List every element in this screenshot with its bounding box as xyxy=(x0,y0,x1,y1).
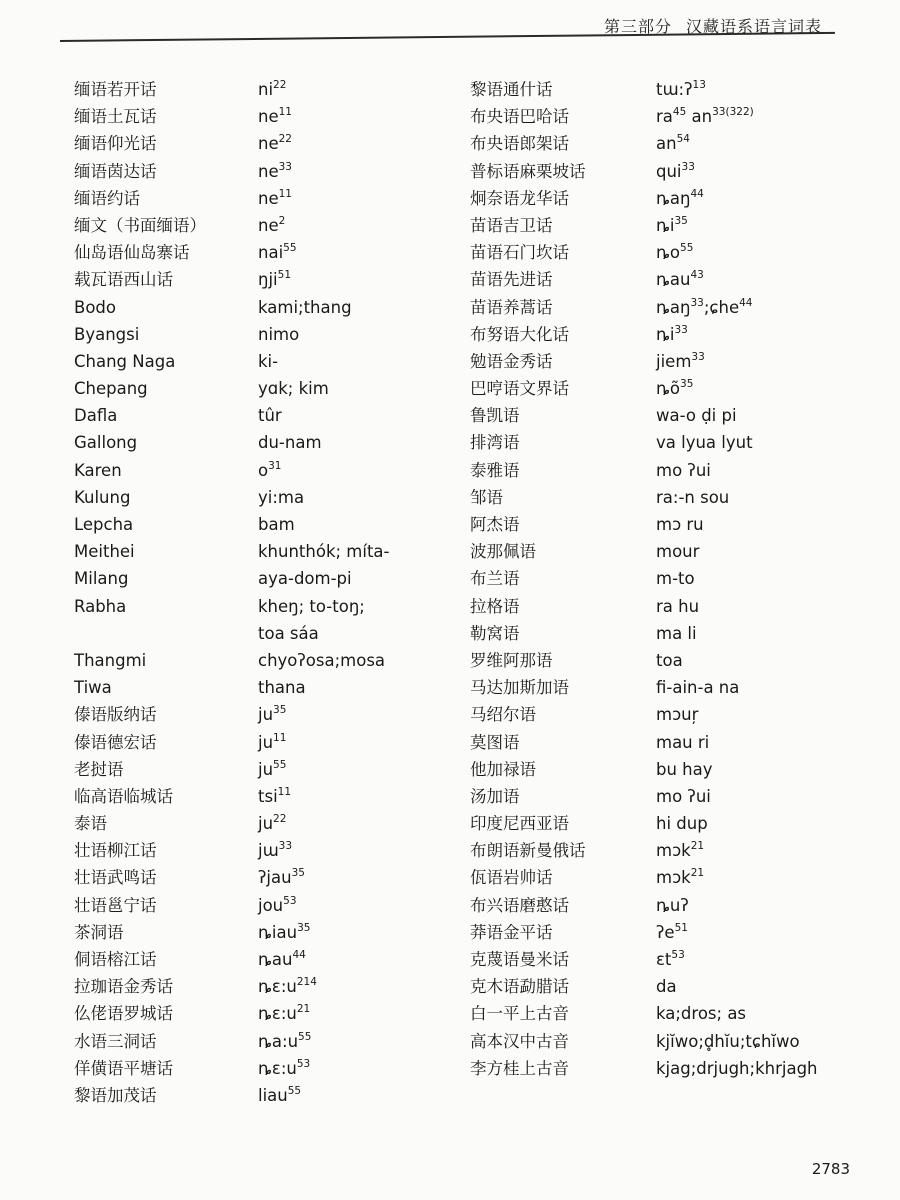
language-name: 泰雅语 xyxy=(470,460,520,480)
word-form: ma li xyxy=(656,623,697,643)
language-name: 李方桂上古音 xyxy=(470,1058,569,1078)
language-name: 莽语金平话 xyxy=(470,922,553,942)
language-name: 炯奈语龙华话 xyxy=(470,188,569,208)
language-name: 黎语加茂话 xyxy=(74,1085,157,1105)
language-name: 布努语大化话 xyxy=(470,324,569,344)
word-form: $ne^{33}$ xyxy=(258,160,292,181)
word-form: ȵuʔ xyxy=(656,895,689,915)
language-name: 马绍尔语 xyxy=(470,705,536,725)
word-form: da xyxy=(656,977,677,997)
language-name: 侗语榕江话 xyxy=(74,950,157,969)
word-form: ʔjau$^{35}$ xyxy=(258,867,305,888)
word-form: mo ʔui xyxy=(656,786,711,806)
word-form: mɔk$^{21}$ xyxy=(656,840,705,861)
word-form: fi-ain-a na xyxy=(656,678,740,698)
language-name: 克蔑语曼米话 xyxy=(470,950,569,969)
language-name: Dafla xyxy=(74,406,118,426)
word-form: mau ri xyxy=(656,732,710,752)
word-form: kheŋ; to-toŋ; xyxy=(258,596,365,616)
word-form: ȵiau$^{35}$ xyxy=(258,921,311,942)
part-label: 第三部分 xyxy=(603,17,672,36)
word-form: mɔuŗ xyxy=(656,705,699,725)
word-form: wa-o ḍi pi xyxy=(656,406,737,426)
language-name: 傣语德宏话 xyxy=(74,732,157,752)
language-name: 高本汉中古音 xyxy=(470,1031,569,1051)
language-name: Chepang xyxy=(74,379,148,399)
language-name: Byangsi xyxy=(74,324,140,344)
word-form: $ju^{55}$ xyxy=(258,758,287,779)
language-name: 缅语茵达话 xyxy=(74,161,157,181)
language-name: 苗语先进话 xyxy=(470,270,553,290)
word-form: ɛt$^{53}$ xyxy=(656,949,685,969)
word-form: qui$^{33}$ xyxy=(656,160,695,181)
word-form: bam xyxy=(258,515,295,534)
word-form: ka;dros; as xyxy=(656,1004,747,1024)
language-name: Lepcha xyxy=(74,515,134,534)
language-name: 勉语金秀话 xyxy=(470,351,553,371)
word-form: ŋji$^{51}$ xyxy=(258,269,292,290)
word-form: mo ʔui xyxy=(656,460,711,480)
language-name: 布兴语磨憨话 xyxy=(470,895,569,915)
word-form: ȵaŋ$^{33}$;ɕhe$^{44}$ xyxy=(656,296,753,317)
word-form: jɯ$^{33}$ xyxy=(258,840,293,861)
word-form: $ȵɛ:u^{21}$ xyxy=(258,1003,311,1024)
word-form: m-to xyxy=(656,569,695,589)
language-name: 茶洞语 xyxy=(74,922,124,942)
word-form: $ju^{11}$ xyxy=(258,731,287,752)
word-form: jou$^{53}$ xyxy=(258,894,297,915)
word-form: chyoʔosa;mosa xyxy=(258,650,386,670)
word-form: $ȵi^{35}$ xyxy=(656,214,688,235)
word-form: va lyua lyut xyxy=(656,433,753,453)
language-name: 巴哼语文界话 xyxy=(470,379,569,399)
word-form: $ne^{11}$ xyxy=(258,106,292,127)
language-name: 仙岛语仙岛寨话 xyxy=(74,243,190,263)
word-form: ra hu xyxy=(656,596,700,616)
word-form: $an^{54}$ xyxy=(656,133,690,154)
word-form: $ȵɛ:u^{214}$ xyxy=(258,976,317,997)
word-form: nimo xyxy=(258,324,300,344)
language-name: 壮语邕宁话 xyxy=(74,895,157,915)
language-name: 缅语若开话 xyxy=(74,80,157,99)
language-name: 白一平上古音 xyxy=(470,1004,569,1024)
language-name: 苗语吉卫话 xyxy=(470,215,553,235)
word-form: thana xyxy=(258,678,306,698)
language-name: 壮语柳江话 xyxy=(74,841,157,861)
word-form: $ne^2$ xyxy=(258,214,286,235)
language-name: Milang xyxy=(74,569,129,589)
language-name: 拉珈语金秀话 xyxy=(74,977,173,997)
word-form: ȵau$^{43}$ xyxy=(656,269,704,290)
word-form: toa xyxy=(656,650,683,670)
word-form: kjĭwo;d̥hĭu;tɕhĭwo xyxy=(656,1031,800,1051)
language-name: 普标语麻栗坡话 xyxy=(470,161,586,181)
language-name: 布朗语新曼俄话 xyxy=(470,841,586,861)
word-form: du-nam xyxy=(258,433,322,453)
language-name: 载瓦语西山话 xyxy=(74,270,173,290)
word-form: nai$^{55}$ xyxy=(258,242,297,263)
language-name: 罗维阿那语 xyxy=(470,650,553,670)
word-form: bu hay xyxy=(656,759,713,779)
word-form: $ȵi^{33}$ xyxy=(656,323,688,344)
language-name: 莫图语 xyxy=(470,732,520,752)
word-form: ki- xyxy=(258,351,279,371)
language-name: Kulung xyxy=(74,487,131,507)
word-form: ȵau$^{44}$ xyxy=(258,949,306,969)
word-form: ʔe$^{51}$ xyxy=(656,921,688,942)
word-form: $ȵo^{55}$ xyxy=(656,242,694,263)
word-form: mɔk$^{21}$ xyxy=(656,867,705,888)
section-title: 汉藏语系语言词表 xyxy=(685,17,822,36)
language-name: 水语三洞话 xyxy=(74,1031,157,1051)
language-name: Rabha xyxy=(74,596,127,616)
language-name: 拉格语 xyxy=(470,596,520,616)
page-number: 2783 xyxy=(811,1160,850,1178)
language-name: Meithei xyxy=(74,542,135,562)
word-form: aya-dom-pi xyxy=(258,569,352,589)
word-form: $ȵõ^{35}$ xyxy=(656,378,694,399)
language-name: 黎语通什话 xyxy=(470,80,553,99)
word-form: $ju^{35}$ xyxy=(258,704,287,725)
language-name: 勒窝语 xyxy=(470,623,520,643)
word-form: yi:ma xyxy=(258,487,305,507)
language-name: 阿杰语 xyxy=(470,515,520,534)
word-form: $ȵa:u^{55}$ xyxy=(258,1030,312,1051)
word-form: yɑk; kim xyxy=(258,379,329,399)
word-form: tûr xyxy=(258,406,282,426)
language-name: 马达加斯加语 xyxy=(470,678,569,698)
language-name: 仫佬语罗城话 xyxy=(74,1004,173,1024)
language-name: 排湾语 xyxy=(470,433,520,453)
language-name: Karen xyxy=(74,460,122,480)
language-name: 布央语郎架话 xyxy=(470,134,569,154)
word-form: $o^{31}$ xyxy=(258,459,282,480)
word-form: $ne^{11}$ xyxy=(258,187,292,208)
language-name: 印度尼西亚语 xyxy=(470,814,569,834)
language-name: 他加禄语 xyxy=(470,759,536,779)
language-name: 佤语岩帅话 xyxy=(470,868,553,888)
word-form: $ne^{22}$ xyxy=(258,133,292,154)
language-name: Tiwa xyxy=(74,678,112,698)
word-form: khunthók; míta- xyxy=(258,542,390,562)
language-name: 克木语勐腊话 xyxy=(470,977,569,997)
word-form: ȵaŋ$^{44}$ xyxy=(656,187,704,208)
word-form: mour xyxy=(656,542,700,562)
language-name: 波那佩语 xyxy=(470,542,536,562)
word-form: $ra^{45}$ $an^{33(322)}$ xyxy=(656,106,754,127)
language-name: 老挝语 xyxy=(74,759,124,779)
language-name: 佯僙语平塘话 xyxy=(74,1058,173,1078)
language-name: 缅语仰光话 xyxy=(74,134,157,154)
word-form: kjag;drjugh;khrjagh xyxy=(656,1058,818,1078)
word-form: $ȵɛ:u^{53}$ xyxy=(258,1057,311,1078)
language-name: 缅文（书面缅语） xyxy=(74,215,206,235)
language-name: 临高语临城话 xyxy=(74,786,173,806)
word-form: liau$^{55}$ xyxy=(258,1084,302,1105)
language-name: 缅语土瓦话 xyxy=(74,107,157,127)
language-name: 傣语版纳话 xyxy=(74,705,157,725)
language-name: 壮语武鸣话 xyxy=(74,868,157,888)
word-form: kami;thang xyxy=(258,297,352,317)
language-name: 泰语 xyxy=(74,814,107,834)
language-name: 苗语石门坎话 xyxy=(470,243,569,263)
language-name: 汤加语 xyxy=(470,786,520,806)
language-name: 布兰语 xyxy=(470,569,520,589)
word-form: ra:-n sou xyxy=(656,487,730,507)
language-name: 邹语 xyxy=(470,487,503,507)
language-name: Gallong xyxy=(74,433,138,453)
language-name: 缅语约话 xyxy=(74,188,140,208)
language-name: Bodo xyxy=(74,297,116,317)
language-name: Thangmi xyxy=(74,650,147,670)
word-form: jiem$^{33}$ xyxy=(656,350,705,371)
word-form: $ju^{22}$ xyxy=(258,813,287,834)
word-form: tsi$^{11}$ xyxy=(258,785,292,806)
word-form: toa sáa xyxy=(258,623,319,643)
word-form: $ni^{22}$ xyxy=(258,79,287,99)
word-form: mɔ ru xyxy=(656,515,704,534)
language-name: Chang Naga xyxy=(74,351,176,371)
word-form: tɯ:ʔ$^{13}$ xyxy=(656,79,706,99)
language-name: 苗语养蒿话 xyxy=(470,297,553,317)
language-name: 鲁凯语 xyxy=(470,406,520,426)
word-form: hi dup xyxy=(656,814,708,834)
language-name: 布央语巴哈话 xyxy=(470,107,569,127)
